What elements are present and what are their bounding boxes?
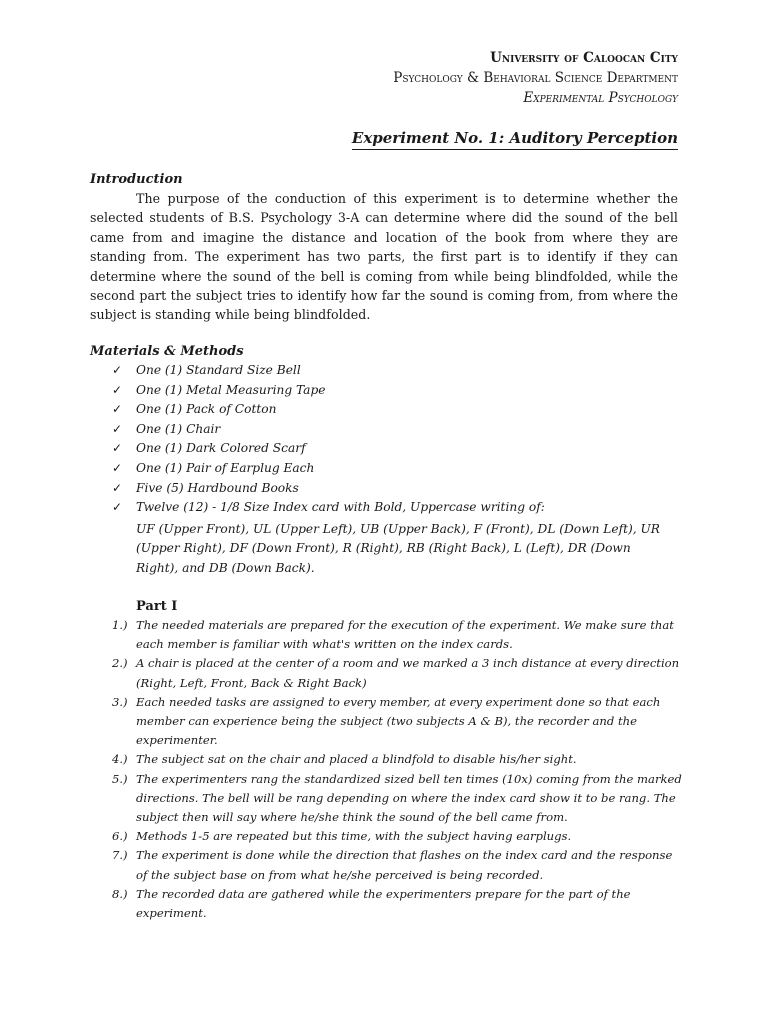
material-item: One (1) Chair <box>136 421 221 436</box>
list-item <box>112 459 545 479</box>
material-item: One (1) Dark Colored Scarf <box>136 441 306 456</box>
step-text: A chair is placed at the center of a room and we marked a 3 inch distance at every direction (Right, Left, Front, Back & Right Back) <box>136 656 680 690</box>
introduction-paragraph: The purpose of the conduction of this experiment is to determine whether the selected students of B.S. Psychology 3-A can determine where did the sound of the bell came from and imagine the distance and location of the book from where they are standing from. The experiment has two parts, the first part is to identify if they can determine where the sound of the bell is coming from while being blindfolded, while the second part the subject tries to identify how far the sound is coming from, from where the subject is standing while being blindfolded. <box>90 191 678 323</box>
material-item: Twelve (12) - 1/8 Size Index card with Bold, Uppercase writing of: <box>136 500 545 515</box>
material-item: One (1) Metal Measuring Tape <box>136 382 326 397</box>
checkmark-icon: ✓ <box>112 460 123 475</box>
step-number: 3.) <box>112 694 128 709</box>
list-item <box>90 750 686 769</box>
list-item <box>112 400 545 420</box>
step-text: The subject sat on the chair and placed a blindfold to disable his/her sight. <box>136 752 577 767</box>
checkmark-icon: ✓ <box>112 500 123 515</box>
list-item <box>90 846 686 884</box>
material-item: One (1) Pair of Earplug Each <box>136 460 315 475</box>
checkmark-icon: ✓ <box>112 480 123 495</box>
list-item <box>90 654 686 692</box>
step-text: Methods 1-5 are repeated but this time, with the subject having earplugs. <box>136 829 572 844</box>
checkmark-icon: ✓ <box>112 421 123 436</box>
checkmark-icon: ✓ <box>112 382 123 397</box>
material-item: One (1) Pack of Cotton <box>136 402 277 417</box>
material-item: Five (5) Hardbound Books <box>136 480 299 495</box>
part-one-steps <box>90 616 686 923</box>
index-card-codes: UF (Upper Front), UL (Upper Left), UB (Upper Back), F (Front), DL (Down Left), UR (Upper Right), DF (Down Front), R (Right), RB (Right Back), L (Left), DR (Down Right), and DB (Down Back). <box>136 522 660 575</box>
step-number: 5.) <box>112 771 128 786</box>
list-item <box>90 770 686 828</box>
document-header <box>393 48 678 108</box>
step-text: The needed materials are prepared for the execution of the experiment. We make sure that each member is familiar with what's written on the index cards. <box>136 618 674 652</box>
list-item <box>112 498 545 518</box>
step-text: The experiment is done while the direction that flashes on the index card and the response of the subject base on from what he/she perceived is being recorded. <box>136 848 673 882</box>
step-number: 4.) <box>112 752 128 767</box>
course-name: Experimental Psychology <box>523 90 678 106</box>
experiment-title: Experiment No. 1: Auditory Perception <box>352 128 678 150</box>
step-text: The recorded data are gathered while the experimenters prepare for the part of the experiment. <box>136 886 631 921</box>
step-number: 8.) <box>112 886 128 901</box>
list-item <box>90 827 686 846</box>
checkmark-icon: ✓ <box>112 441 123 456</box>
list-item <box>90 693 686 751</box>
list-item <box>90 616 686 654</box>
university-name: University of Caloocan City <box>490 50 678 66</box>
checkmark-icon: ✓ <box>112 363 123 377</box>
step-number: 2.) <box>112 656 128 671</box>
step-number: 7.) <box>112 848 128 863</box>
material-item: One (1) Standard Size Bell <box>136 363 301 377</box>
list-item <box>90 885 686 923</box>
step-text: The experimenters rang the standardized sized bell ten times (10x) coming from the marked directions. The bell will be rang depending on where the index card show it to be rang. The subject then will say where he/she think the sound of the bell came from. <box>136 771 682 825</box>
part-one-heading: Part I <box>136 599 178 614</box>
list-item <box>112 439 545 459</box>
step-text: Each needed tasks are assigned to every member, at every experiment done so that each member can experience being the subject (two subjects A & B), the recorder and the experimenter. <box>136 694 661 748</box>
checkmark-icon: ✓ <box>112 402 123 417</box>
list-item <box>112 479 545 499</box>
introduction-heading: Introduction <box>90 172 183 187</box>
materials-list <box>112 361 545 518</box>
step-number: 1.) <box>112 618 128 632</box>
step-number: 6.) <box>112 829 128 844</box>
list-item <box>112 361 545 381</box>
department-name: Psychology & Behavioral Science Department <box>393 70 678 86</box>
list-item <box>112 381 545 401</box>
materials-heading: Materials & Methods <box>90 344 244 359</box>
list-item <box>112 420 545 440</box>
